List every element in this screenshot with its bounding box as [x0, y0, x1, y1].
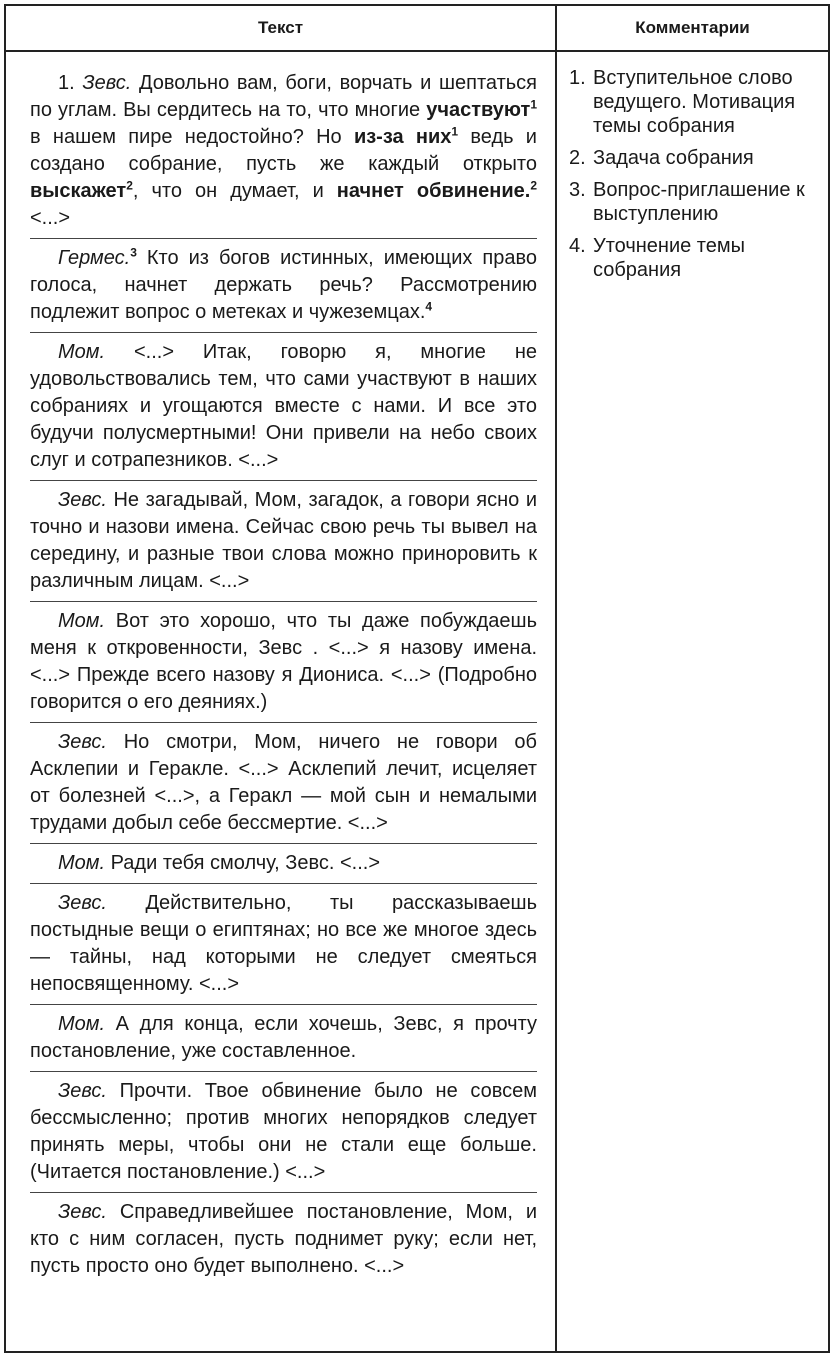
paragraph-10: Зевс. Прочти. Твое обвинение было не совсем бессмысленно; против многих непорядков следует принять меры, чтобы они не стали еще больше. (Читается постановление.) <...> — [30, 1072, 537, 1193]
document-table — [4, 4, 830, 1353]
paragraph-6: Зевс. Но смотри, Мом, ничего не говори об Асклепии и Геракле. <...> Асклепий лечит, исцеляет от болезней <...>, а Геракл — мой сын и немалыми трудами добыл себе бессмертие. <...> — [30, 723, 537, 844]
text-column — [6, 52, 555, 1286]
comments-column — [557, 52, 828, 290]
paragraph-3: Мом. <...> Итак, говорю я, многие не удовольствовались тем, что сами участвуют в наших собраниях и угощаются вместе с нами. И все это будучи полусмертными! Они привели на небо своих слуг и сотрапезников. <...> — [30, 333, 537, 481]
paragraph-2: Гермес.$^3$ Кто из богов истинных, имеющих право голоса, начнет держать речь? Рассмотрению подлежит вопрос о метеках и чужеземцах.$^4$ — [30, 239, 537, 333]
paragraph-9: Мом. А для конца, если хочешь, Зевс, я прочту постановление, уже составленное. — [30, 1005, 537, 1072]
comment-item: 3. Вопрос-приглашение к выступлению — [569, 179, 805, 225]
paragraph-1: 1. Зевс. Довольно вам, боги, ворчать и шептаться по углам. Вы сердитесь на то, что многие участвуют$^1$ в нашем пире недостойно? Но из-за них$^1$ ведь и создано собрание, пусть же каждый открыто выскажет$^2$, что он думает, и начнет обвинение.$^2$ <...> — [30, 64, 537, 239]
speaker-name: Гермес. — [58, 247, 131, 269]
comment-item: 4. Уточнение темы собрания — [569, 235, 745, 281]
header-text: Текст — [257, 18, 304, 37]
paragraph-4: Зевс. Не загадывай, Мом, загадок, а говори ясно и точно и назови имена. Сейчас свою речь ты вывел на середину, и разные твои слова можно приноровить к различным лицам. <...> — [30, 481, 537, 602]
header-comments: Комментарии — [635, 18, 750, 37]
speaker-name: Зевс. — [82, 72, 132, 94]
paragraph-5: Мом. Вот это хорошо, что ты даже побуждаешь меня к откровенности, Зевс . <...> я назову имена. <...> Прежде всего назову я Диониса. <...> (Подробно говорится о его деяниях.) — [30, 602, 537, 723]
comment-item: 1. Вступительное слово ведущего. Мотивация темы собрания — [569, 67, 796, 137]
paragraph-8: Зевс. Действительно, ты рассказываешь постыдные вещи о египтянах; но все же многое здесь — тайны, над которыми не следует смеяться непосвященному. <...> — [30, 884, 537, 1005]
paragraph-7: Мом. Ради тебя смолчу, Зевс. <...> — [30, 844, 537, 884]
comment-item: 2. Задача собрания — [569, 147, 754, 169]
paragraph-11: Зевс. Справедливейшее постановление, Мом, и кто с ним согласен, пусть поднимет руку; если нет, пусть просто оно будет выполнено. <...> — [30, 1201, 537, 1277]
